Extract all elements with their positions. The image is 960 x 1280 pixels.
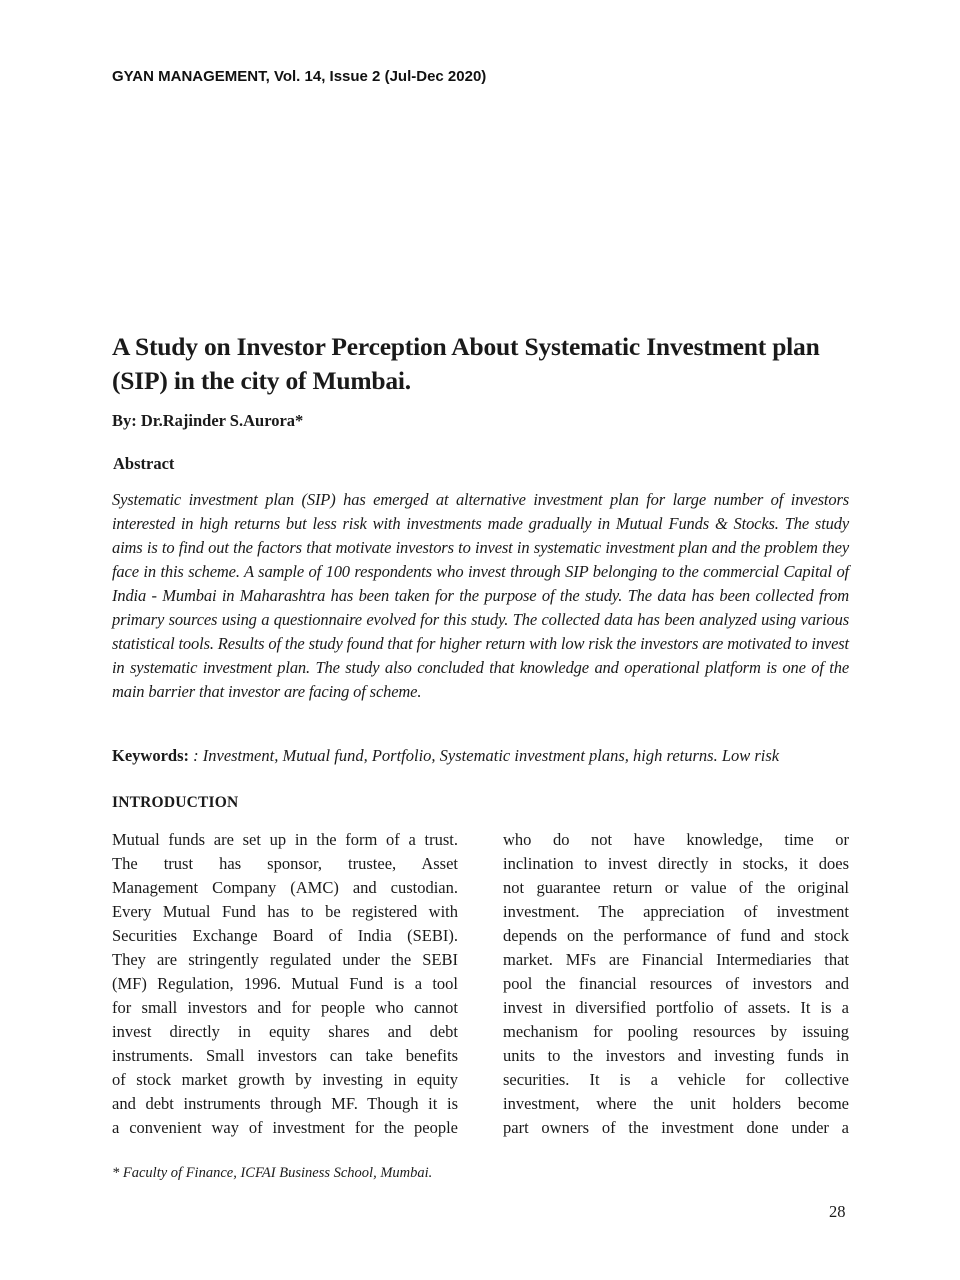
text-line: not guarantee return or value of the original xyxy=(503,878,849,897)
author-byline: By: Dr.Rajinder S.Aurora* xyxy=(112,411,304,430)
text-line: for small investors and for people who cannot xyxy=(112,998,458,1017)
text-line: They are stringently regulated under the SEBI xyxy=(112,950,458,969)
text-line: pool the financial resources of investors and xyxy=(503,974,849,993)
text-line: a convenient way of investment for the people xyxy=(112,1118,458,1137)
text-line: The trust has sponsor, trustee, Asset xyxy=(112,854,458,873)
abstract-heading: Abstract xyxy=(113,454,175,473)
keywords-line xyxy=(112,746,857,766)
text-line: Management Company (AMC) and custodian. xyxy=(112,878,458,897)
text-line: market. MFs are Financial Intermediaries that xyxy=(503,950,849,969)
text-line: investment, where the unit holders become xyxy=(503,1094,849,1113)
text-line: units to the investors and investing funds in xyxy=(503,1046,849,1065)
text-line: depends on the performance of fund and stock xyxy=(503,926,849,945)
text-line: investment. The appreciation of investment xyxy=(503,902,849,921)
keywords-label: Keywords: xyxy=(112,746,189,765)
paper-title: A Study on Investor Perception About Systematic Investment plan (SIP) in the city of Mumbai. xyxy=(112,332,820,395)
text-line: Every Mutual Fund has to be registered with xyxy=(112,902,458,921)
text-line: inclination to invest directly in stocks, it does xyxy=(503,854,849,873)
text-line: part owners of the investment done under a xyxy=(503,1118,849,1137)
introduction-column-left xyxy=(112,828,458,1140)
text-line: invest in diversified portfolio of assets. It is a xyxy=(503,998,849,1017)
introduction-heading: INTRODUCTION xyxy=(112,794,239,811)
text-line: securities. It is a vehicle for collective xyxy=(503,1070,849,1089)
text-line: (MF) Regulation, 1996. Mutual Fund is a tool xyxy=(112,974,458,993)
text-line: invest directly in equity shares and debt xyxy=(112,1022,458,1041)
introduction-column-right xyxy=(503,828,849,1140)
keywords-text: : Investment, Mutual fund, Portfolio, Systematic investment plans, high returns. Low risk xyxy=(189,746,780,765)
page-number: 28 xyxy=(829,1202,846,1221)
text-line: Mutual funds are set up in the form of a trust. xyxy=(112,830,458,849)
text-line: of stock market growth by investing in equity xyxy=(112,1070,458,1089)
footnote: * Faculty of Finance, ICFAI Business School, Mumbai. xyxy=(112,1165,433,1181)
text-line: Securities Exchange Board of India (SEBI). xyxy=(112,926,458,945)
abstract-body: Systematic investment plan (SIP) has emerged at alternative investment plan for large number of investors interested in high returns but less risk with investments made gradually in Mutual Funds & Stocks. The study aims is to find out the factors that motivate investors to invest in systematic investment plan and the problem they face in this scheme. A sample of 100 respondents who invest through SIP belonging to the commercial Capital of India - Mumbai in Maharashtra has been taken for the purpose of the study. The data has been collected from primary sources using a questionnaire evolved for this study. The collected data has been analyzed using various statistical tools. Results of the study found that for higher return with low risk the investors are motivated to invest in systematic investment plan. The study also concluded that knowledge and operational platform is one of the main barrier that investor are facing of scheme. xyxy=(112,490,849,701)
text-line: mechanism for pooling resources by issuing xyxy=(503,1022,849,1041)
text-line: who do not have knowledge, time or xyxy=(503,830,849,849)
text-line: and debt instruments through MF. Though it is xyxy=(112,1094,458,1113)
text-line: instruments. Small investors can take benefits xyxy=(112,1046,458,1065)
journal-header: GYAN MANAGEMENT, Vol. 14, Issue 2 (Jul-Dec 2020) xyxy=(112,68,487,85)
